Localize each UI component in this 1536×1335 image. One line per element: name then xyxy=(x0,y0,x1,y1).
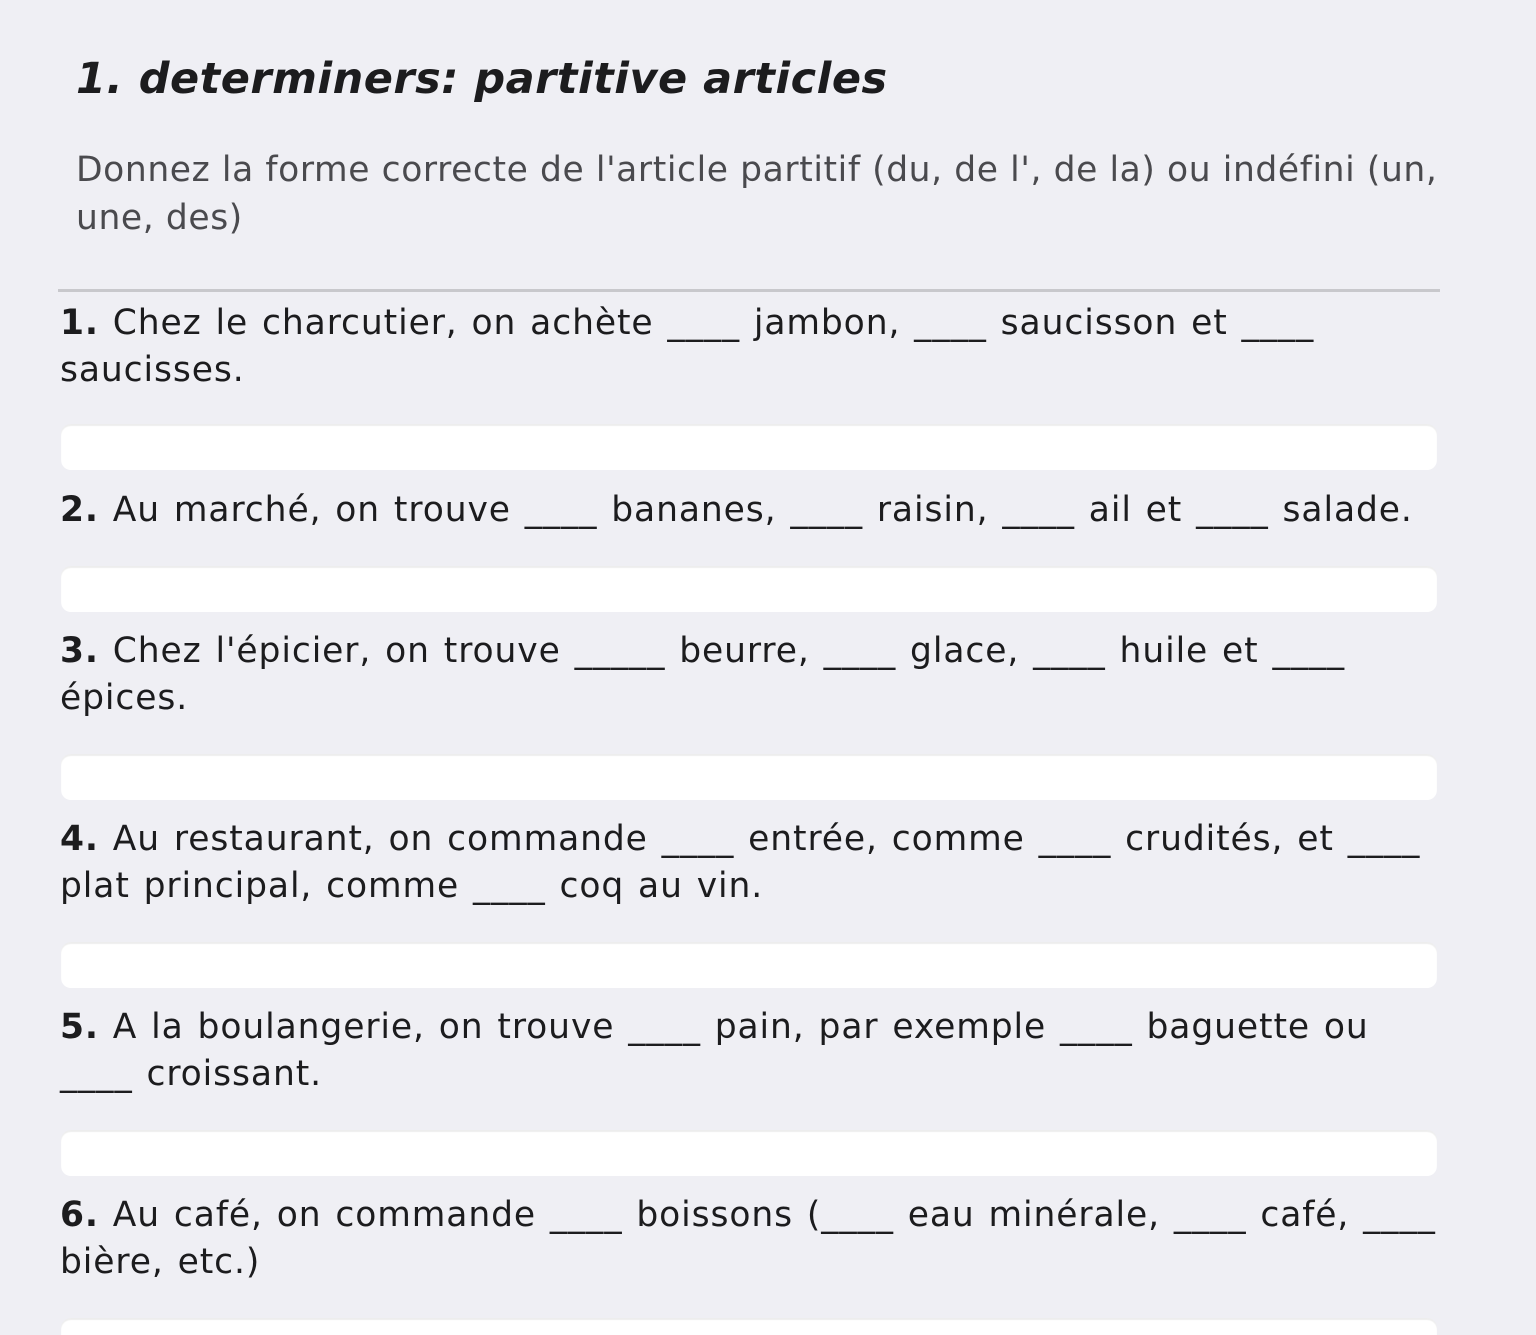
answer-field-2[interactable] xyxy=(61,566,1437,612)
question-number: 6. xyxy=(60,1195,99,1235)
question-3 xyxy=(60,628,1452,722)
question-text: Au restaurant, on commande ____ entrée, comme ____ crudités, et ____ plat principal, comme ____ coq au vin. xyxy=(60,819,1421,906)
question-number: 1. xyxy=(60,303,99,343)
question-text: A la boulangerie, on trouve ____ pain, par exemple ____ baguette ou ____ croissant. xyxy=(60,1007,1369,1094)
instructions: Donnez la forme correcte de l'article partitif (du, de l', de la) ou indéfini (un, une, des) xyxy=(76,150,1438,238)
question-1 xyxy=(60,300,1452,394)
question-text: Au marché, on trouve ____ bananes, ____ raisin, ____ ail et ____ salade. xyxy=(112,490,1413,530)
question-5 xyxy=(60,1004,1452,1098)
question-4 xyxy=(60,816,1452,910)
question-number: 3. xyxy=(60,631,99,671)
question-2 xyxy=(60,487,1452,534)
question-number: 2. xyxy=(60,490,99,530)
divider xyxy=(58,289,1440,292)
question-text: Chez le charcutier, on achète ____ jambon, ____ saucisson et ____ saucisses. xyxy=(60,303,1315,390)
question-text: Au café, on commande ____ boissons (____ eau minérale, ____ café, ____ bière, etc.) xyxy=(60,1195,1436,1282)
question-number: 4. xyxy=(60,819,99,859)
question-number: 5. xyxy=(60,1007,99,1047)
question-6 xyxy=(60,1192,1452,1286)
answer-field-3[interactable] xyxy=(61,754,1437,800)
question-text: Chez l'épicier, on trouve _____ beurre, ____ glace, ____ huile et ____ épices. xyxy=(60,631,1346,718)
answer-field-6[interactable] xyxy=(61,1318,1437,1335)
answer-field-1[interactable] xyxy=(61,424,1437,470)
answer-field-4[interactable] xyxy=(61,942,1437,988)
page-title: 1. determiners: partitive articles xyxy=(76,54,888,104)
answer-field-5[interactable] xyxy=(61,1130,1437,1176)
